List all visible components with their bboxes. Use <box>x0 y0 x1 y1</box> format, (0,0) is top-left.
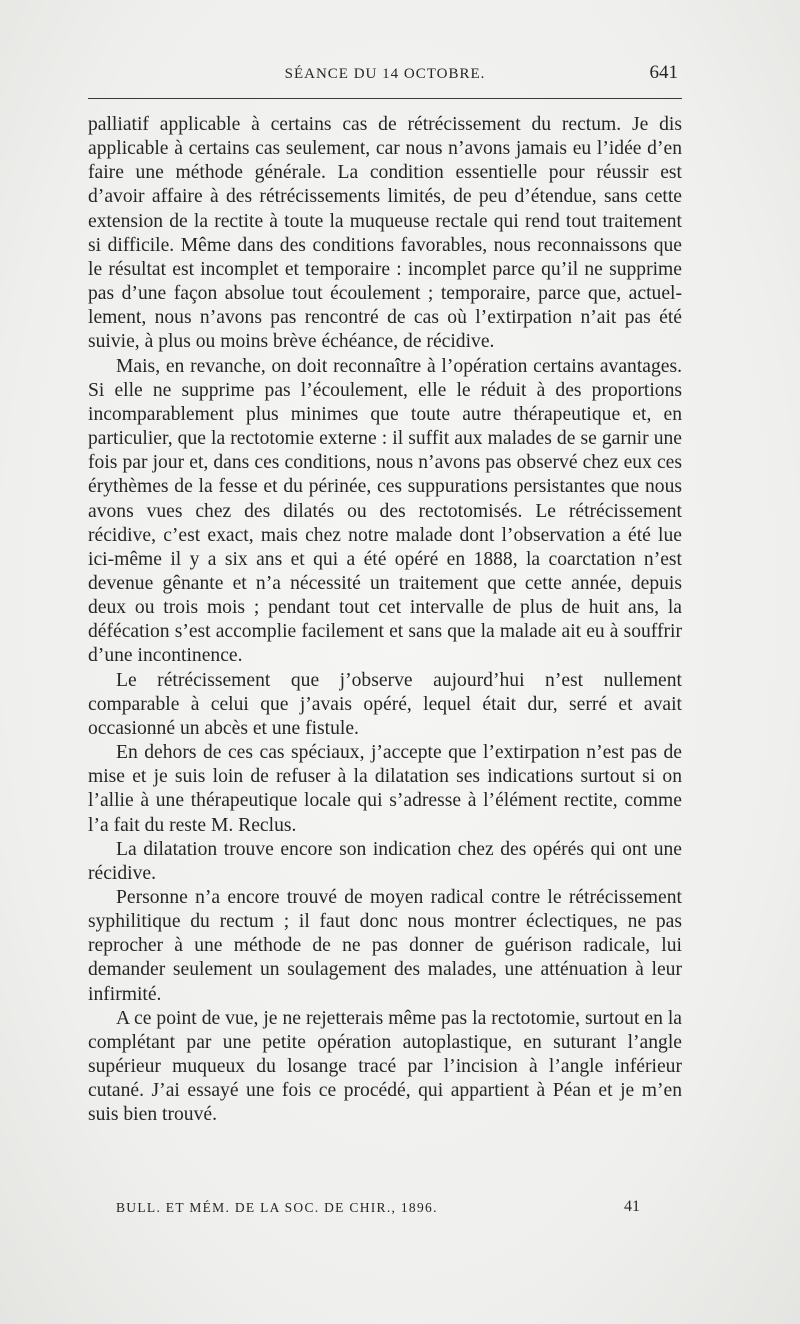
running-head: SÉANCE DU 14 OCTOBRE. <box>284 66 486 82</box>
paragraph: A ce point de vue, je ne rejetterais même pas la rectotomie, surtout en la complétant par une petite opération autoplastique, en suturant l’angle supérieur muqueux du losange tracé par l’incision à l’angle inférieur cutané. J’ai essayé une fois ce procédé, qui appartient à Péan et je m’en suis bien trouvé. <box>88 1007 682 1126</box>
signature-number: 41 <box>624 1198 640 1215</box>
journal-citation: BULL. ET MÉM. DE LA SOC. DE CHIR., 1896. <box>116 1200 438 1215</box>
paragraph: La dilatation trouve encore son indication chez des opérés qui ont une récidive. <box>88 838 682 884</box>
page-header <box>88 62 682 88</box>
header-rule <box>88 98 682 99</box>
paragraph: Mais, en revanche, on doit reconnaître à l’opération certains avantages. Si elle ne supprime pas l’écoulement, elle le réduit à des proportions incomparablement plus minimes que toute autre thérapeutique et, en particulier, que la rectotomie externe : il suffit aux malades de se garnir une fois par jour et, dans ces conditions, nous n’avons pas observé chez eux ces érythèmes de la fesse et du périnée, ces suppurations persistantes que nous avons vues chez des dilatés ou des rectotomisés. Le rétrécissement récidive, c’est exact, mais chez notre malade dont l’observation a été lue ici-même il y a six ans et qui a été opéré en 1888, la coarctation n’est devenue gênante et n’a nécessité un traitement que cette année, depuis deux ou trois mois ; pendant tout cet intervalle de plus de huit ans, la défécation s’est accomplie facilement et sans que la malade ait eu à souffrir d’une incontinence. <box>88 355 682 667</box>
paragraph: Le rétrécissement que j’observe aujourd’hui n’est nullement comparable à celui que j’avais opéré, lequel était dur, serré et avait occasionné un abcès et une fistule. <box>88 669 682 739</box>
paragraph: En dehors de ces cas spéciaux, j’accepte que l’extirpation n’est pas de mise et je suis loin de refuser à la dilatation ses indications surtout si on l’allie à une thérapeutique locale qui s’adresse à l’élément rectite, comme l’a fait du reste M. Reclus. <box>88 742 682 836</box>
paragraph-continuation: palliatif applicable à certains cas de rétrécissement du rectum. Je dis applicable à certains cas seulement, car nous n’avons jamais eu l’idée d’en faire une méthode générale. La condition essentielle pour réussir est d’avoir affaire à des rétrécissements limités, de peu d’étendue, sans cette extension de la rectite à toute la muqueuse rectale qui rend tout traitement si difficile. Même dans des conditions favorables, nous reconnaissons que le résultat est incomplet et temporaire : incomplet parce qu’il ne supprime pas d’une façon absolue tout écoulement ; temporaire, parce que, actuellement, nous n’avons pas rencontré de cas où l’extirpation n’ait pas été suivie, à plus ou moins brève échéance, de récidive. <box>88 114 682 353</box>
body-text <box>88 113 682 1128</box>
page-number: 641 <box>649 62 678 83</box>
paragraph: Personne n’a encore trouvé de moyen radical contre le rétrécissement syphilitique du rectum ; il faut donc nous montrer éclectiques, ne pas reprocher à une méthode de ne pas donner de guérison radicale, lui demander seulement un soulagement des malades, une atténuation à leur infirmité. <box>88 887 682 1005</box>
page-footer <box>88 1196 682 1220</box>
